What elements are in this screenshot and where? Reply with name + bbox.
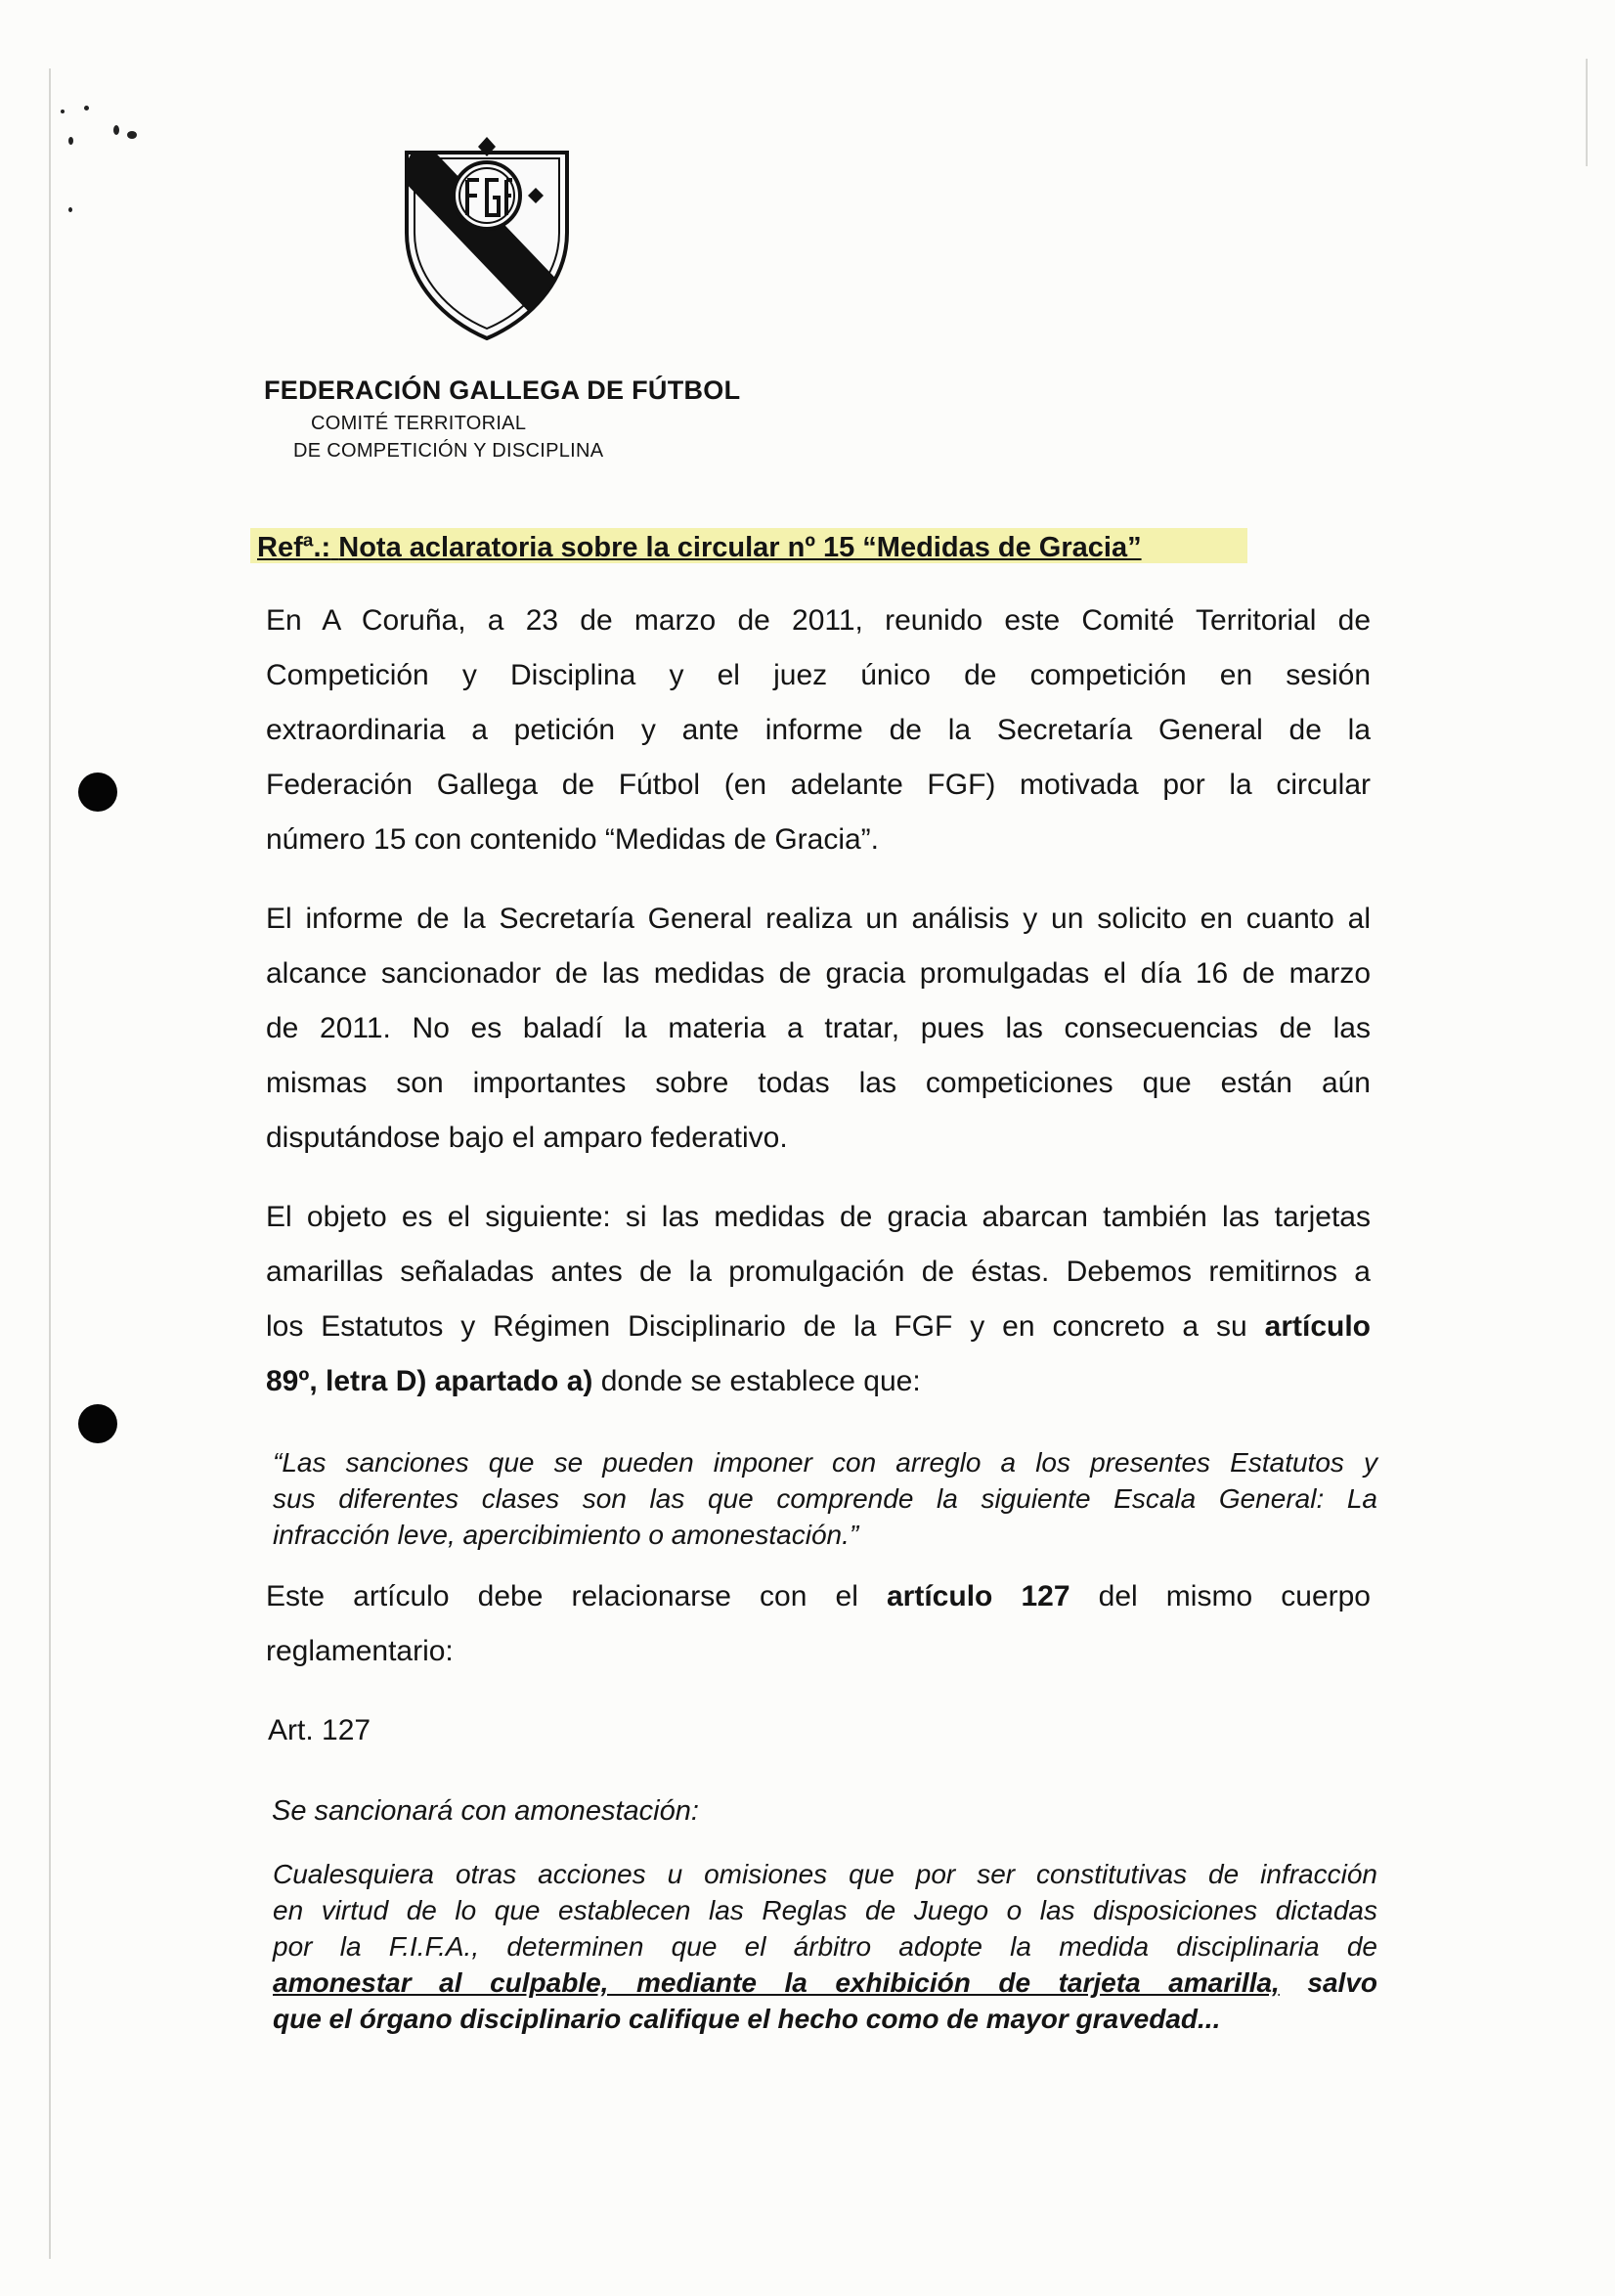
paragraph-4 [266, 1569, 1371, 1679]
sanction-intro: Se sancionará con amonestación: [272, 1795, 699, 1827]
bold-article-ref: 89º, letra D) apartado a) [266, 1365, 593, 1397]
paragraph-2 [266, 892, 1371, 1166]
fgf-shield-logo [399, 137, 575, 344]
text-line: que el órgano disciplinario califique el hecho como de mayor gravedad... [273, 2004, 1221, 2034]
text-line: Cualesquiera otras acciones u omisiones que por ser constitutivas de infracción [273, 1859, 1377, 1889]
text-run: donde se establece que: [592, 1365, 921, 1397]
underlined-emphasis: amonestar al culpable, mediante la exhibición de tarjeta amarilla, [273, 1967, 1280, 1998]
text-line: extraordinaria a petición y ante informe de la Secretaría General de la [266, 714, 1371, 746]
text-line [273, 1965, 1377, 2001]
text-line [266, 1354, 1371, 1409]
reference-label: Refª.: [257, 532, 331, 563]
statute-quote [273, 1444, 1377, 1553]
text-line: El objeto es el siguiente: si las medidas de gracia abarcan también las tarjetas [266, 1201, 1371, 1233]
article-label: Art. 127 [268, 1714, 371, 1746]
text-line: “Las sanciones que se pueden imponer con arreglo a los presentes Estatutos y [273, 1447, 1377, 1478]
text-line: Competición y Disciplina y el juez único de competición en sesión [266, 659, 1371, 691]
bold-article-ref: artículo [1264, 1310, 1371, 1343]
bold-article-ref: artículo 127 [887, 1580, 1070, 1612]
text-run: Este artículo debe relacionarse con el [266, 1580, 887, 1612]
committee-line-1: COMITÉ TERRITORIAL [311, 413, 527, 434]
scan-speck [84, 106, 89, 110]
paragraph-3 [266, 1190, 1371, 1409]
text-line: El informe de la Secretaría General realiza un análisis y un solicito en cuanto al [266, 903, 1371, 935]
text-line: En A Coruña, a 23 de marzo de 2011, reunido este Comité Territorial de [266, 604, 1371, 637]
article-127-quote [273, 1856, 1377, 2037]
text-line: sus diferentes clases son las que comprende la siguiente Escala General: La [273, 1483, 1377, 1514]
text-run: salvo [1279, 1967, 1377, 1998]
text-run: del mismo cuerpo [1069, 1580, 1371, 1612]
text-line: Federación Gallega de Fútbol (en adelante FGF) motivada por la circular [266, 769, 1371, 801]
text-line: número 15 con contenido “Medidas de Gracia”. [266, 823, 880, 856]
reference-line [257, 532, 1142, 564]
text-line [266, 1569, 1371, 1624]
text-run: los Estatutos y Régimen Disciplinario de la FGF y en concreto a su [266, 1310, 1265, 1343]
paragraph-1 [266, 594, 1371, 867]
text-line: reglamentario: [266, 1635, 454, 1667]
scan-speck [113, 125, 119, 135]
text-line: de 2011. No es baladí la materia a tratar, pues las consecuencias de las [266, 1012, 1371, 1044]
scan-speck [68, 137, 73, 145]
scan-right-edge [1586, 59, 1588, 166]
text-line: en virtud de lo que establecen las Reglas de Juego o las disposiciones dictadas [273, 1895, 1377, 1925]
reference-subject: Nota aclaratoria sobre la circular nº 15 “Medidas de Gracia” [338, 532, 1142, 563]
committee-line-2: DE COMPETICIÓN Y DISCIPLINA [293, 440, 604, 462]
text-line: mismas son importantes sobre todas las competiciones que están aún [266, 1067, 1371, 1099]
scan-speck [68, 207, 72, 212]
scan-speck [61, 110, 65, 113]
punch-hole-top [78, 773, 117, 812]
text-line: infracción leve, apercibimiento o amonestación.” [273, 1520, 859, 1550]
punch-hole-bottom [78, 1404, 117, 1443]
text-line [266, 1300, 1371, 1354]
text-line: alcance sancionador de las medidas de gracia promulgadas el día 16 de marzo [266, 957, 1371, 990]
org-name: FEDERACIÓN GALLEGA DE FÚTBOL [264, 375, 741, 405]
text-line: disputándose bajo el amparo federativo. [266, 1122, 788, 1154]
scan-speck [127, 131, 137, 139]
scan-left-edge [49, 68, 51, 2259]
text-line: amarillas señaladas antes de la promulgación de éstas. Debemos remitirnos a [266, 1256, 1371, 1288]
text-line: por la F.I.F.A., determinen que el árbitro adopte la medida disciplinaria de [273, 1931, 1377, 1962]
